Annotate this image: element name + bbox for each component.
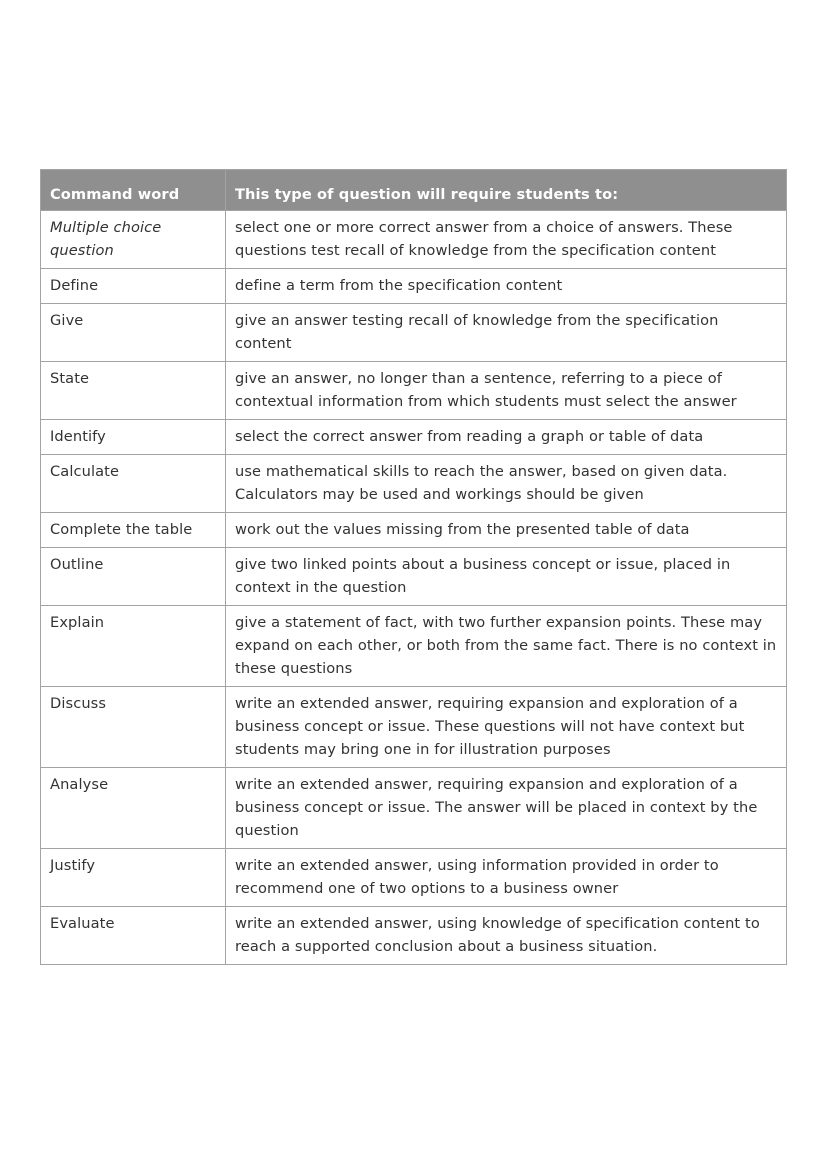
description-cell: select the correct answer from reading a graph or table of data bbox=[226, 420, 787, 455]
description-cell: define a term from the specification content bbox=[226, 269, 787, 304]
description-cell: write an extended answer, using knowledge of specification content to reach a supported conclusion about a business situation. bbox=[226, 907, 787, 965]
command-words-table bbox=[40, 169, 787, 965]
header-command-word: Command word bbox=[41, 170, 226, 211]
command-word-cell: Calculate bbox=[41, 455, 226, 513]
description-cell: give an answer testing recall of knowledge from the specification content bbox=[226, 304, 787, 362]
description-cell: give two linked points about a business concept or issue, placed in context in the question bbox=[226, 548, 787, 606]
description-cell: select one or more correct answer from a choice of answers. These questions test recall of knowledge from the specification content bbox=[226, 211, 787, 269]
table-row bbox=[41, 606, 787, 687]
description-cell: write an extended answer, requiring expansion and exploration of a business concept or issue. These questions will not have context but students may bring one in for illustration purposes bbox=[226, 687, 787, 768]
table-row bbox=[41, 548, 787, 606]
command-word-cell: Complete the table bbox=[41, 513, 226, 548]
table-row bbox=[41, 269, 787, 304]
description-cell: work out the values missing from the presented table of data bbox=[226, 513, 787, 548]
table-row bbox=[41, 687, 787, 768]
command-word-cell: Analyse bbox=[41, 768, 226, 849]
table-row bbox=[41, 455, 787, 513]
command-word-cell: Define bbox=[41, 269, 226, 304]
header-requirement: This type of question will require students to: bbox=[226, 170, 787, 211]
table-row bbox=[41, 420, 787, 455]
description-cell: write an extended answer, using information provided in order to recommend one of two options to a business owner bbox=[226, 849, 787, 907]
command-word-cell: Evaluate bbox=[41, 907, 226, 965]
table-row bbox=[41, 768, 787, 849]
table-row bbox=[41, 907, 787, 965]
table-header-row bbox=[41, 170, 787, 211]
table-row bbox=[41, 362, 787, 420]
command-word-cell: Multiple choice question bbox=[41, 211, 226, 269]
description-cell: use mathematical skills to reach the answer, based on given data. Calculators may be used and workings should be given bbox=[226, 455, 787, 513]
command-word-cell: State bbox=[41, 362, 226, 420]
command-word-cell: Explain bbox=[41, 606, 226, 687]
description-cell: give a statement of fact, with two further expansion points. These may expand on each other, or both from the same fact. There is no context in these questions bbox=[226, 606, 787, 687]
command-word-cell: Discuss bbox=[41, 687, 226, 768]
table-row bbox=[41, 304, 787, 362]
table-row bbox=[41, 849, 787, 907]
command-word-cell: Justify bbox=[41, 849, 226, 907]
description-cell: give an answer, no longer than a sentence, referring to a piece of contextual information from which students must select the answer bbox=[226, 362, 787, 420]
description-cell: write an extended answer, requiring expansion and exploration of a business concept or issue. The answer will be placed in context by the question bbox=[226, 768, 787, 849]
command-word-cell: Identify bbox=[41, 420, 226, 455]
command-word-cell: Give bbox=[41, 304, 226, 362]
table-row bbox=[41, 513, 787, 548]
command-word-cell: Outline bbox=[41, 548, 226, 606]
table-row bbox=[41, 211, 787, 269]
